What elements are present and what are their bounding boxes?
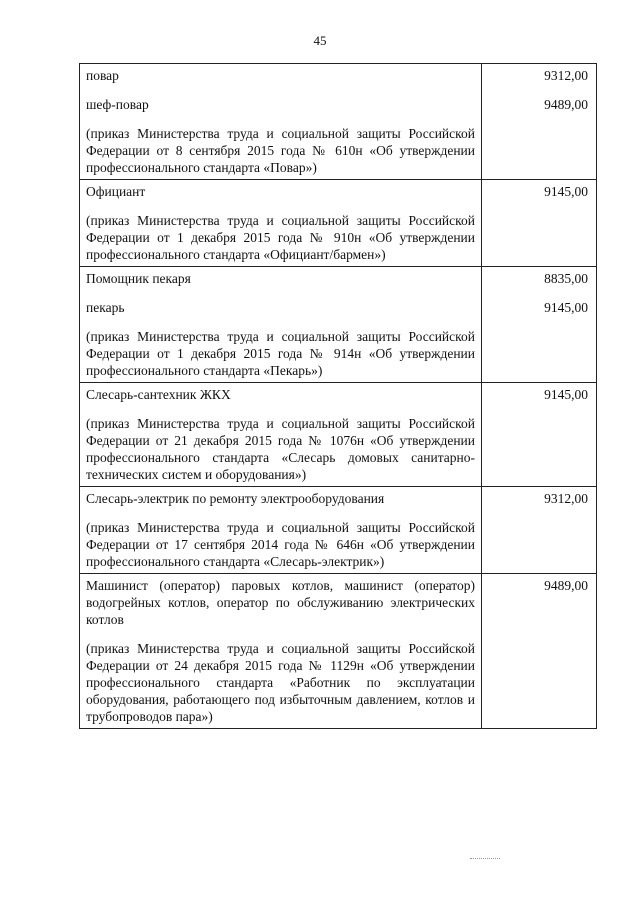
table-row	[80, 64, 597, 180]
page-number: 45	[313, 33, 327, 48]
order-reference: (приказ Министерства труда и социальной защиты Российской Федерации от 21 декабря 2015 года № 1076н «Об утверждении профессионального стандарта «Слесарь домовых санитарно-технических систем и оборудования»)	[86, 416, 475, 482]
position-title: шеф-повар	[86, 97, 149, 112]
position-title: Официант	[86, 184, 146, 199]
salary-value: 9145,00	[544, 184, 588, 199]
salary-value: 9489,00	[544, 578, 588, 593]
table-row	[80, 267, 597, 383]
order-reference: (приказ Министерства труда и социальной защиты Российской Федерации от 1 декабря 2015 года № 910н «Об утверждении профессионального стандарта «Официант/бармен»)	[86, 213, 475, 262]
salary-value: 9145,00	[544, 300, 588, 315]
position-cell	[80, 180, 482, 267]
position-title: Машинист (оператор) паровых котлов, машинист (оператор) водогрейных котлов, оператор по обслуживанию электрических котлов	[86, 578, 475, 627]
salary-value: 9312,00	[544, 68, 588, 83]
order-reference: (приказ Министерства труда и социальной защиты Российской Федерации от 8 сентября 2015 года № 610н «Об утверждении профессионального стандарта «Повар»)	[86, 126, 475, 175]
price-cell	[482, 64, 597, 180]
salary-value: 9489,00	[544, 97, 588, 112]
table-row	[80, 180, 597, 267]
position-cell	[80, 487, 482, 574]
position-title: Помощник пекаря	[86, 271, 191, 286]
scan-mark	[470, 858, 500, 860]
price-cell	[482, 487, 597, 574]
position-title: повар	[86, 68, 119, 83]
position-title: пекарь	[86, 300, 125, 315]
price-cell	[482, 180, 597, 267]
wage-table	[79, 63, 597, 729]
salary-value: 9312,00	[544, 491, 588, 506]
position-cell	[80, 574, 482, 729]
position-cell	[80, 64, 482, 180]
table-row	[80, 383, 597, 487]
order-reference: (приказ Министерства труда и социальной защиты Российской Федерации от 17 сентября 2014 года № 646н «Об утверждении профессионального стандарта «Слесарь-электрик»)	[86, 520, 475, 569]
price-cell	[482, 574, 597, 729]
position-title: Слесарь-сантехник ЖКХ	[86, 387, 231, 402]
table-row	[80, 574, 597, 729]
position-cell	[80, 267, 482, 383]
price-cell	[482, 267, 597, 383]
position-title: Слесарь-электрик по ремонту электрооборудования	[86, 491, 385, 506]
salary-value: 8835,00	[544, 271, 588, 286]
order-reference: (приказ Министерства труда и социальной защиты Российской Федерации от 24 декабря 2015 года № 1129н «Об утверждении профессионального стандарта «Работник по эксплуатации оборудования, работающего под избыточным давлением, котлов и трубопроводов пара»)	[86, 641, 475, 724]
position-cell	[80, 383, 482, 487]
table-row	[80, 487, 597, 574]
salary-value: 9145,00	[544, 387, 588, 402]
order-reference: (приказ Министерства труда и социальной защиты Российской Федерации от 1 декабря 2015 года № 914н «Об утверждении профессионального стандарта «Пекарь»)	[86, 329, 475, 378]
price-cell	[482, 383, 597, 487]
